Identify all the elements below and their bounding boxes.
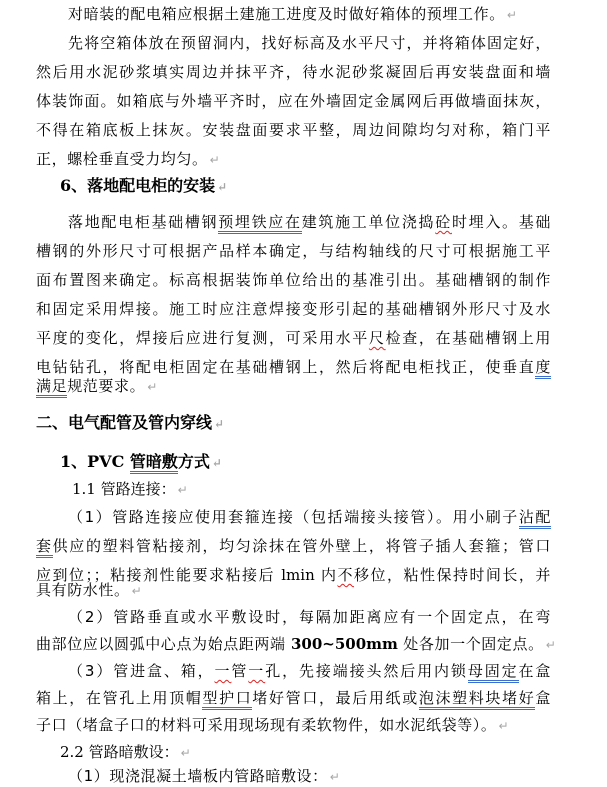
paragraph-line: 和固定采用焊接。施工时应注意焊接变形引起的基础槽钢外形尺寸及水 bbox=[36, 300, 551, 318]
paragraph-mark-icon: ↵ bbox=[506, 8, 517, 22]
paragraph-mark-icon: ↵ bbox=[147, 380, 158, 394]
spelling-flag[interactable]: 不 bbox=[337, 566, 354, 584]
text: （1）现浇混凝土墙板内管路暗敷设： bbox=[68, 767, 328, 785]
paragraph-mark-icon: ↵ bbox=[211, 456, 222, 470]
paragraph-line bbox=[68, 212, 551, 232]
text: 盒 bbox=[535, 689, 551, 707]
text: 正，螺栓垂直受力均匀。 bbox=[36, 150, 208, 168]
paragraph-mark-icon: ↵ bbox=[131, 584, 142, 598]
text: 内 bbox=[314, 566, 338, 584]
paragraph-line bbox=[36, 634, 556, 655]
text: 堵好管口，最后用纸或 bbox=[252, 689, 419, 707]
text: 具有防水性。 bbox=[36, 581, 130, 599]
text: 在盒 bbox=[518, 662, 551, 680]
paragraph-line bbox=[68, 661, 551, 681]
paragraph-line bbox=[36, 536, 551, 556]
text: 对暗装的配电箱应根据土建施工进度及时做好箱体的预埋工作。 bbox=[68, 5, 505, 23]
text: 1.1 管路连接： bbox=[72, 480, 176, 498]
paragraph-mark-icon: ↵ bbox=[217, 180, 228, 194]
text: 管 bbox=[231, 662, 249, 680]
text: （3）管进盒、箱， bbox=[68, 662, 215, 680]
paragraph-line bbox=[36, 149, 556, 170]
grammar-flag[interactable]: 预埋铁应在 bbox=[218, 213, 301, 234]
text: 应到位；；粘接剂性能要求粘接后 bbox=[36, 566, 282, 584]
text: 孔，先接端接头然后用内锁 bbox=[265, 662, 468, 680]
paragraph-line bbox=[36, 715, 556, 736]
paragraph-mark-icon: ↵ bbox=[545, 638, 556, 652]
paragraph-mark-icon: ↵ bbox=[209, 153, 220, 167]
heading-text: 6、落地配电柜的安装 bbox=[60, 176, 216, 195]
paragraph-mark-icon: ↵ bbox=[214, 417, 225, 431]
subsection-heading bbox=[72, 479, 592, 500]
paragraph-mark-icon: ↵ bbox=[329, 770, 340, 784]
text: 平度的变化，焊接后应进行复测，可采用水平 bbox=[36, 329, 369, 347]
spelling-flag[interactable]: 砼 bbox=[435, 213, 452, 231]
paragraph-line bbox=[36, 357, 551, 377]
text: lmin bbox=[281, 566, 315, 584]
text: 供应的塑料管粘接剂，均匀涂抹在管外壁上，将管子插人套箍；管口 bbox=[52, 537, 551, 555]
text: 移位，粘性保持时间长，并 bbox=[354, 566, 552, 584]
paragraph-line bbox=[68, 507, 551, 527]
text: 建筑施工单位浇捣 bbox=[301, 213, 436, 231]
paragraph-line: 然后用水泥砂浆填实周边并抹平齐，待水泥砂浆凝固后再安装盘面和墙 bbox=[36, 63, 551, 81]
paragraph-line: 面布置图来确定。标高根据装饰单位给出的基准引出。基础槽钢的制作 bbox=[36, 271, 551, 289]
spelling-flag[interactable]: 尺 bbox=[368, 329, 386, 347]
paragraph-line: 体装饰面。如箱底与外墙平齐时，应在外墙固定金属网后再做墙面抹灰， bbox=[36, 92, 551, 110]
paragraph-line bbox=[36, 328, 551, 348]
grammar-flag[interactable]: 泡沫塑料块堵好 bbox=[419, 689, 536, 710]
grammar-flag[interactable]: 管暗敷 bbox=[130, 452, 178, 474]
grammar-flag[interactable]: 型护口 bbox=[202, 689, 252, 710]
text: 子口（堵盒子口的材料可采用现场现有柔软物件，如水泥纸袋等）。 bbox=[36, 716, 497, 734]
grammar-flag[interactable]: 度 bbox=[535, 358, 551, 379]
text: 时埋入。基础 bbox=[451, 213, 551, 231]
paragraph-line: （2）管路垂直或水平敷设时，每隔加距离应有一个固定点，在弯 bbox=[68, 608, 551, 626]
paragraph-line: 槽钢的外形尺寸可根据产品样本确定，与结构轴线的尺寸可根据施工平 bbox=[36, 242, 551, 260]
grammar-flag[interactable]: 满足 bbox=[36, 377, 67, 398]
paragraph-line bbox=[68, 766, 551, 787]
text: 电钻钻孔，将配电柜固定在基础槽钢上，然后将配电柜找正，使垂直 bbox=[36, 358, 536, 376]
section-heading bbox=[60, 176, 580, 197]
heading-text: 二、电气配管及管内穿线 bbox=[36, 413, 213, 432]
subsection-heading bbox=[60, 742, 580, 763]
paragraph-mark-icon: ↵ bbox=[180, 746, 191, 760]
paragraph-line bbox=[36, 580, 556, 601]
chapter-heading bbox=[36, 413, 556, 434]
paragraph-line: 先将空箱体放在预留洞内，找好标高及水平尺寸，并将箱体固定好， bbox=[68, 34, 551, 52]
paragraph-mark-icon: ↵ bbox=[177, 483, 188, 497]
spelling-flag[interactable]: 一 bbox=[248, 662, 266, 680]
text: 曲部位应以圆弧中心点为始点距两端 bbox=[36, 635, 291, 653]
text: 300~500mm bbox=[290, 635, 398, 653]
heading-text: 方式 bbox=[177, 452, 210, 471]
text: 2.2 管路暗敷设： bbox=[60, 743, 179, 761]
paragraph-line bbox=[36, 688, 551, 708]
text: 检查，在基础槽钢上用 bbox=[385, 329, 551, 347]
paragraph-line bbox=[36, 376, 556, 397]
paragraph-mark-icon: ↵ bbox=[498, 719, 509, 733]
paragraph-line: 不得在箱底板上抹灰。安装盘面要求平整，周边间隙均匀对称，箱门平 bbox=[36, 121, 551, 139]
text: 规范要求。 bbox=[67, 377, 146, 395]
spelling-flag[interactable]: 一 bbox=[214, 662, 232, 680]
text: （1）管路连接应使用套箍连接（包括端接头接管）。用小刷子 bbox=[68, 508, 519, 526]
text: 落地配电柜基础槽钢 bbox=[68, 213, 219, 231]
section-heading bbox=[60, 452, 580, 473]
paragraph-line bbox=[68, 4, 551, 25]
grammar-flag[interactable]: 沾配 bbox=[519, 508, 551, 529]
text: 箱上，在管孔上用顶帽 bbox=[36, 689, 203, 707]
grammar-flag[interactable]: 套 bbox=[36, 537, 53, 558]
heading-text: 1、PVC bbox=[60, 452, 130, 471]
grammar-flag[interactable]: 母固定 bbox=[468, 662, 519, 683]
text: 处各加一个固定点。 bbox=[397, 635, 544, 653]
